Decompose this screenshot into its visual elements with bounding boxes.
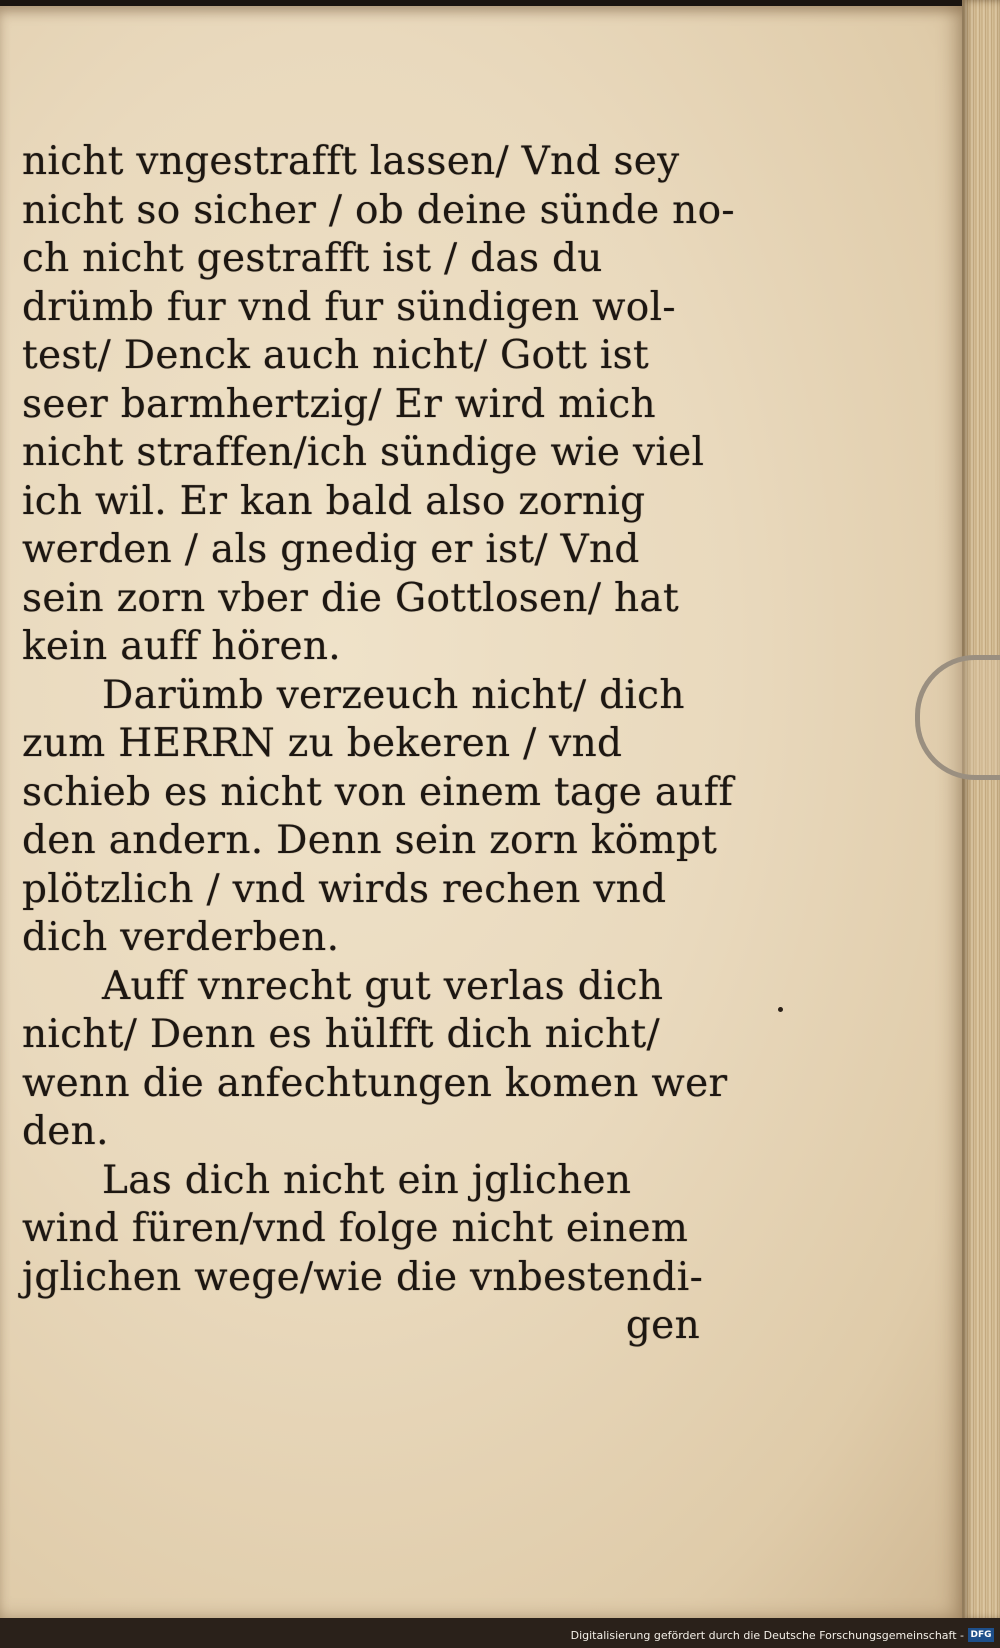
text-line: drümb fur vnd fur sündigen wol- (22, 284, 676, 330)
catchword: gen (625, 1303, 700, 1348)
text-line: nicht vngestrafft lassen/ Vnd sey (22, 139, 680, 184)
text-line: nicht so sicher / ob deine sünde no- (22, 187, 735, 233)
text-line: ch nicht gestrafft ist / das du (22, 236, 603, 281)
text-line: Auff vnrecht gut verlas dich (102, 963, 664, 1009)
text-line: den. (22, 1109, 109, 1154)
text-line: ich wil. Er kan bald also zornig (22, 478, 646, 524)
book-page (0, 6, 965, 1618)
text-line: dich verderben. (22, 915, 340, 960)
text-line: sein zorn vber die Gottlosen/ hat (22, 575, 679, 621)
text-line: wind füren/vnd folge nicht einem (22, 1206, 689, 1251)
text-line: den andern. Denn sein zorn kömpt (22, 818, 718, 863)
text-line: werden / als gnedig er ist/ Vnd (22, 527, 640, 572)
page-edges (962, 0, 1000, 1620)
text-line: plötzlich / vnd wirds rechen vnd (22, 866, 667, 912)
text-line: wenn die anfechtungen komen wer (22, 1060, 728, 1106)
text-line: test/ Denck auch nicht/ Gott ist (22, 333, 649, 378)
text-line: jglichen wege/wie die vnbestendi- (22, 1254, 704, 1300)
text-line: kein auff hören. (22, 624, 341, 669)
ink-speck (778, 1007, 783, 1012)
text-line: seer barmhertzig/ Er wird mich (22, 381, 656, 427)
text-line: nicht straffen/ich sündige wie viel (22, 430, 705, 475)
dfg-logo: DFG (968, 1628, 994, 1642)
text-line: nicht/ Denn es hülfft dich nicht/ (22, 1012, 660, 1057)
footer-credit: Digitalisierung gefördert durch die Deutsche Forschungsgemeinschaft - (570, 1629, 964, 1642)
page-text-block (22, 138, 735, 1351)
footer-bar (0, 1618, 1000, 1648)
text-line: zum HERRN zu bekeren / vnd (22, 721, 623, 766)
text-line: Darümb verzeuch nicht/ dich (102, 672, 685, 718)
text-line: Las dich nicht ein jglichen (102, 1157, 632, 1203)
text-line: schieb es nicht von einem tage auff (22, 769, 734, 815)
